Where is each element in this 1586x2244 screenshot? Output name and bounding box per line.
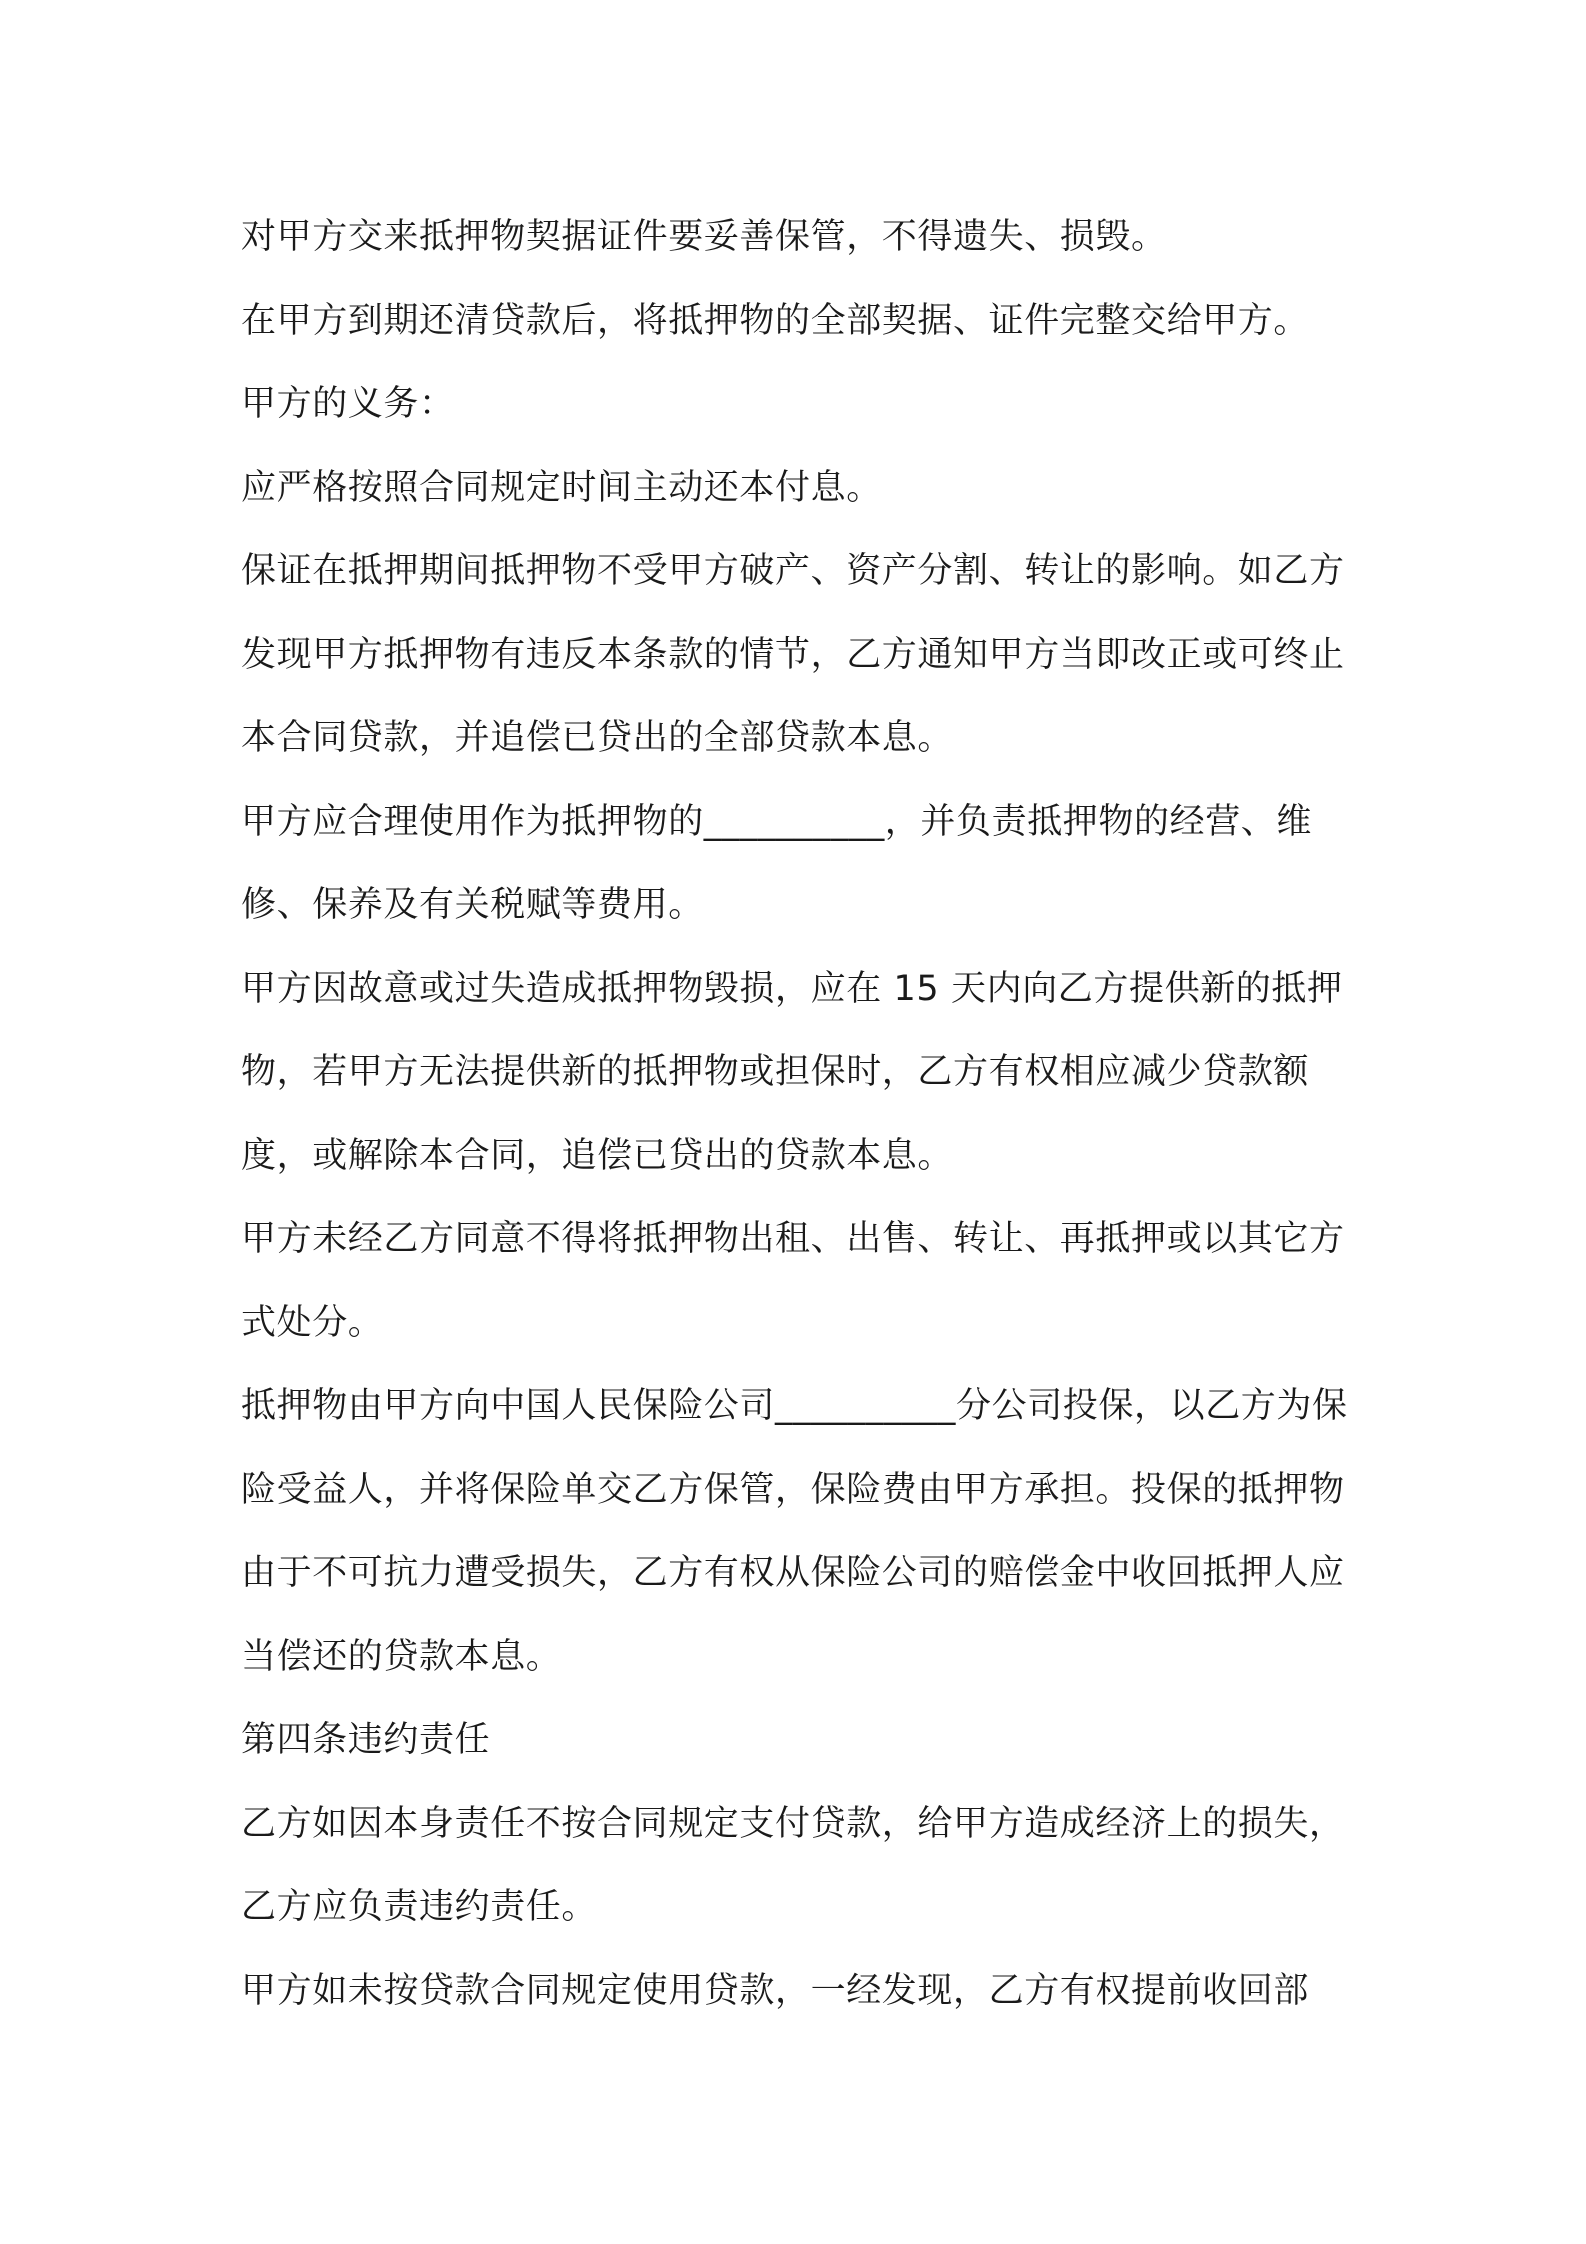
paragraph-party-b-breach: 乙方如因本身责任不按合同规定支付贷款，给甲方造成经济上的损失，乙方应负责违约责任。 [241,1803,1345,1927]
section-heading-article-four: 第四条违约责任 [241,1720,491,1760]
paragraph-repayment: 应严格按照合同规定时间主动还本付息。 [241,467,882,508]
paragraph-custody-documents: 对甲方交来抵押物契据证件要妥善保管，不得遗失、损毁。 [241,217,1167,257]
document-body [241,196,1361,2033]
paragraph-collateral-damage: 甲方因故意或过失造成抵押物毁损，应在 15 天内向乙方提供新的抵押物，若甲方无法提供新的抵押物或担保时，乙方有权相应减少贷款额度，或解除本合同，追偿已贷出的贷款本息。 [241,968,1343,1176]
paragraph-insurance: 抵押物由甲方向中国人民保险公司__________分公司投保，以乙方为保险受益人，并将保险单交乙方保管，保险费由甲方承担。投保的抵押物由于不可抗力遭受损失，乙方有权从保险公司的赔偿金中收回抵押人应当偿还的贷款本息。 [241,1386,1348,1677]
paragraph-party-a-misuse: 甲方如未按贷款合同规定使用贷款，一经发现，乙方有权提前收回部 [241,1970,1310,2011]
paragraph-collateral-use: 甲方应合理使用作为抵押物的__________，并负责抵押物的经营、维修、保养及有关税赋等费用。 [241,801,1313,925]
paragraph-collateral-disposal: 甲方未经乙方同意不得将抵押物出租、出售、转让、再抵押或以其它方式处分。 [241,1219,1345,1343]
section-heading-party-a-obligations: 甲方的义务： [241,384,455,424]
paragraph-collateral-guarantee: 保证在抵押期间抵押物不受甲方破产、资产分割、转让的影响。如乙方发现甲方抵押物有违反本条款的情节，乙方通知甲方当即改正或可终止本合同贷款，并追偿已贷出的全部贷款本息。 [241,551,1345,758]
paragraph-return-documents: 在甲方到期还清贷款后，将抵押物的全部契据、证件完整交给甲方。 [241,300,1310,341]
